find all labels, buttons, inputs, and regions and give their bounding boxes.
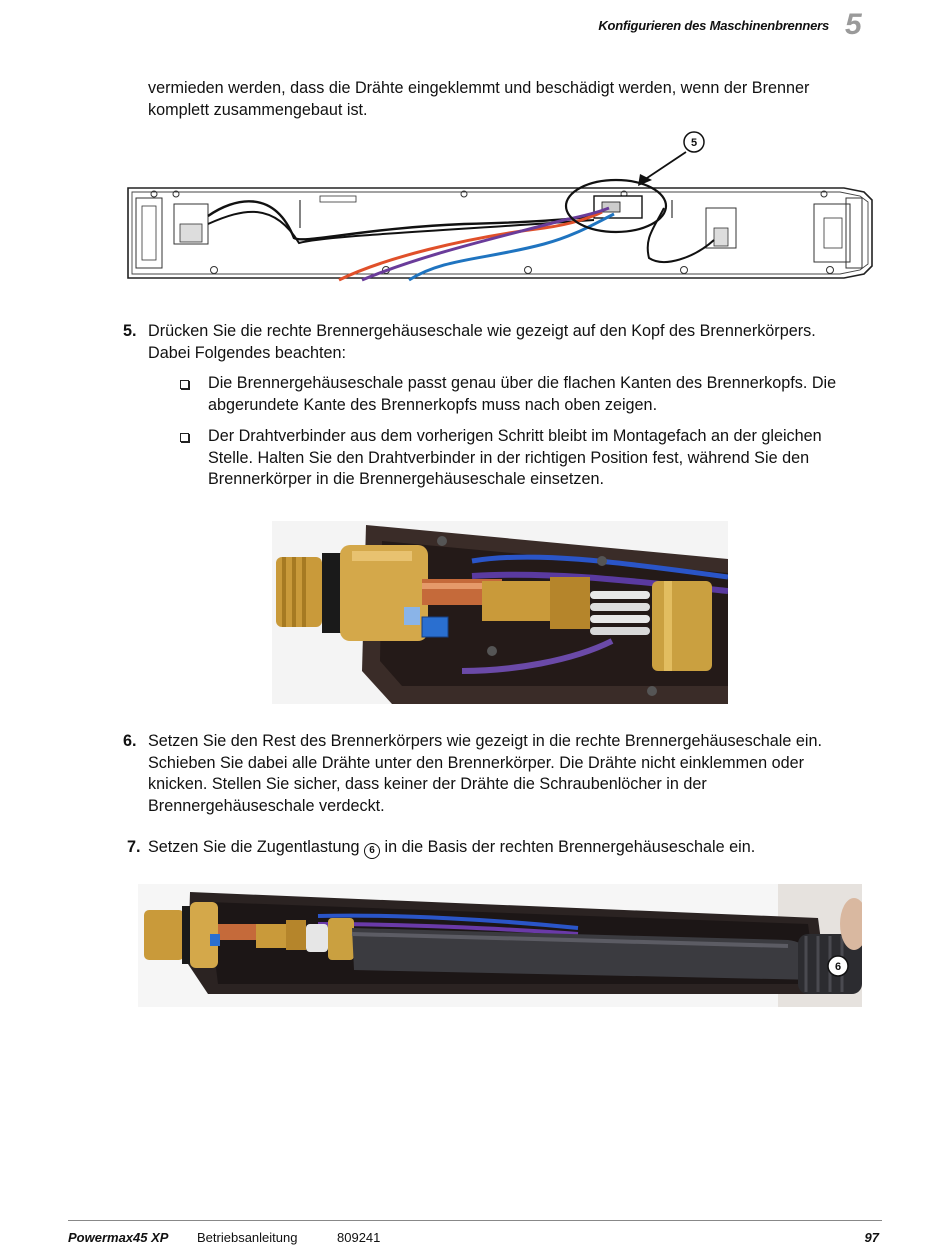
torch-strain-relief-photo bbox=[138, 884, 862, 1007]
step-5-text bbox=[148, 321, 816, 364]
step-5-line: Drücken Sie die rechte Brennergehäuseschale wie gezeigt auf den Kopf des Brennerkörpers. bbox=[148, 322, 816, 340]
bullet-checkbox-icon bbox=[180, 433, 189, 442]
bullet-line: abgerundete Kante des Brennerkopfs muss nach oben zeigen. bbox=[208, 395, 658, 414]
step-6-text bbox=[148, 731, 822, 817]
black-wire bbox=[648, 208, 714, 262]
footer-page-number: 97 bbox=[864, 1230, 879, 1245]
blue-connector bbox=[422, 617, 448, 637]
running-header-title: Konfigurieren des Maschinenbrenners bbox=[598, 18, 829, 33]
intro-paragraph bbox=[148, 78, 809, 121]
footer-divider bbox=[68, 1220, 882, 1221]
intro-line: komplett zusammengebaut ist. bbox=[148, 100, 368, 119]
torch-head-photo bbox=[272, 521, 728, 704]
step-6-number: 6. bbox=[123, 732, 137, 750]
footer-doc-type: Betriebsanleitung bbox=[197, 1230, 298, 1245]
step-6-line: knicken. Stellen Sie sicher, dass keiner der Drähte die Schraubenlöcher in der bbox=[148, 775, 707, 794]
callout-6-inline: 6 bbox=[364, 843, 380, 859]
step-6-line: Schieben Sie dabei alle Drähte unter den Brennerkörper. Die Drähte nicht einklemmen oder bbox=[148, 753, 804, 772]
step-5-line: Dabei Folgendes beachten: bbox=[148, 343, 346, 362]
intro-line: vermieden werden, dass die Drähte eingeklemmt und beschädigt werden, wenn der Brenner bbox=[148, 79, 810, 97]
step-5-bullet-2 bbox=[208, 426, 822, 491]
step-7-text-before: Setzen Sie die Zugentlastung bbox=[148, 838, 360, 856]
callout-5-label: 5 bbox=[690, 137, 698, 149]
torch-wiring-diagram bbox=[124, 128, 884, 288]
black-wire bbox=[208, 201, 614, 239]
bullet-line: Der Drahtverbinder aus dem vorherigen Schritt bleibt im Montagefach an der gleichen bbox=[208, 427, 822, 445]
step-7-text bbox=[148, 837, 755, 859]
footer-product-name: Powermax45 XP bbox=[68, 1230, 169, 1245]
step-7-number: 7. bbox=[127, 838, 141, 856]
callout-6-label: 6 bbox=[834, 961, 842, 973]
bullet-checkbox-icon bbox=[180, 380, 189, 389]
bullet-line: Brennerkörper in die Brennergehäuseschale einsetzen. bbox=[208, 470, 604, 489]
step-6-line: Brennergehäuseschale verdeckt. bbox=[148, 796, 385, 815]
step-7-text-after: in die Basis der rechten Brennergehäuseschale ein. bbox=[384, 838, 756, 856]
bullet-line: Die Brennergehäuseschale passt genau über die flachen Kanten des Brennerkopfs. Die bbox=[208, 374, 837, 392]
footer-doc-number: 809241 bbox=[337, 1230, 381, 1245]
step-5-bullet-1 bbox=[208, 373, 836, 416]
step-6-line: Setzen Sie den Rest des Brennerkörpers wie gezeigt in die rechte Brennergehäuseschale ein. bbox=[148, 732, 822, 750]
step-5-number: 5. bbox=[123, 322, 137, 340]
brass-head bbox=[144, 910, 184, 960]
chapter-number: 5 bbox=[845, 8, 862, 41]
bullet-line: Stelle. Halten Sie den Drahtverbinder in der richtigen Position fest, während Sie den bbox=[208, 448, 810, 467]
